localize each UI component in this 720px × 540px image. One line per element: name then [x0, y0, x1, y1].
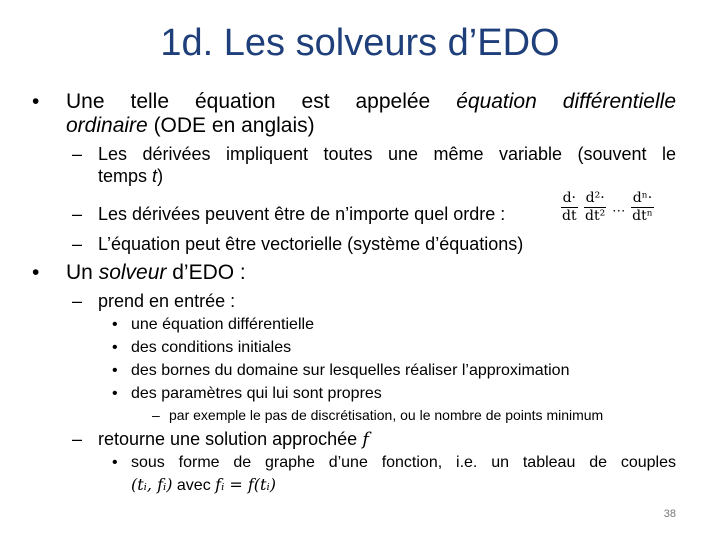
input-item: des paramètres qui lui sont propres	[131, 385, 382, 402]
deriv-second-den: dt²	[585, 208, 606, 224]
bullet-dot: •	[32, 90, 40, 113]
param-example: par exemple le pas de discrétisation, ou le nombre de points minimum	[169, 407, 604, 423]
dash-bullet: –	[72, 144, 83, 164]
deriv-nth	[631, 190, 654, 225]
close-paren: )	[157, 166, 164, 186]
bullet-ode-text: Une telle équation est appelée	[66, 90, 431, 113]
dash-bullet: –	[72, 429, 83, 449]
slide-title: 1d. Les solveurs d’EDO	[160, 22, 560, 64]
input-item: des conditions initiales	[131, 339, 292, 356]
dot-bullet: •	[112, 385, 118, 402]
input-item: une équation différentielle	[131, 316, 314, 333]
dot-bullet: •	[112, 316, 118, 333]
dash-bullet: –	[152, 407, 160, 423]
solver-pre: Un	[66, 261, 93, 284]
dash-bullet: –	[72, 291, 83, 311]
sub-any-order: Les dérivées peuvent être de n’importe quel ordre :	[98, 204, 506, 224]
deriv-nth-num: dⁿ·	[632, 190, 653, 206]
output-form-line2	[131, 475, 276, 495]
bullet-dot: •	[32, 261, 40, 284]
deriv-first-den: dt	[562, 208, 577, 224]
text-avec: avec	[176, 477, 211, 494]
input-item: des bornes du domaine sur lesquelles réaliser l’approximation	[131, 362, 570, 379]
dash-bullet: –	[72, 204, 83, 224]
bullet-ode-line2	[66, 114, 315, 138]
bullet-ode-line1	[66, 90, 676, 114]
sub-same-variable-line2	[98, 166, 163, 187]
bullet-ode-italic: équation différentielle	[456, 90, 676, 113]
output-form-line1: sous forme de graphe d’une fonction, i.e. un tableau de couples	[131, 454, 676, 471]
function-formula: fᵢ = f(tᵢ)	[215, 475, 276, 494]
deriv-first-num: d·	[562, 190, 576, 206]
couple-formula: (tᵢ, fᵢ)	[131, 475, 173, 494]
var-f: f	[362, 429, 369, 450]
dot-bullet: •	[112, 362, 118, 379]
sub-inputs: prend en entrée :	[98, 291, 236, 311]
derivatives-formula	[560, 190, 655, 225]
sub-same-variable-line1: Les dérivées impliquent toutes une même variable (souvent le	[98, 144, 676, 164]
deriv-second-num: d²·	[585, 190, 605, 206]
deriv-ellipsis: …	[611, 198, 626, 215]
deriv-second	[584, 190, 606, 225]
bullet-ode-italic2: ordinaire	[66, 114, 148, 137]
output-text: retourne une solution approchée	[98, 429, 358, 449]
sub-output	[98, 429, 369, 450]
var-t: t	[152, 166, 158, 186]
solver-post: d’EDO :	[172, 261, 246, 284]
bullet-solver	[66, 261, 246, 285]
text-temps: temps	[98, 166, 148, 186]
bullet-ode-rest: (ODE en anglais)	[153, 114, 315, 137]
deriv-first	[561, 190, 578, 225]
dot-bullet: •	[112, 454, 118, 471]
sub-vectorial: L’équation peut être vectorielle (système d’équations)	[98, 234, 524, 254]
solver-italic: solveur	[98, 261, 167, 284]
dash-bullet: –	[72, 234, 83, 254]
dot-bullet: •	[112, 339, 118, 356]
deriv-nth-den: dtⁿ	[632, 208, 653, 224]
page-number: 38	[663, 508, 676, 520]
